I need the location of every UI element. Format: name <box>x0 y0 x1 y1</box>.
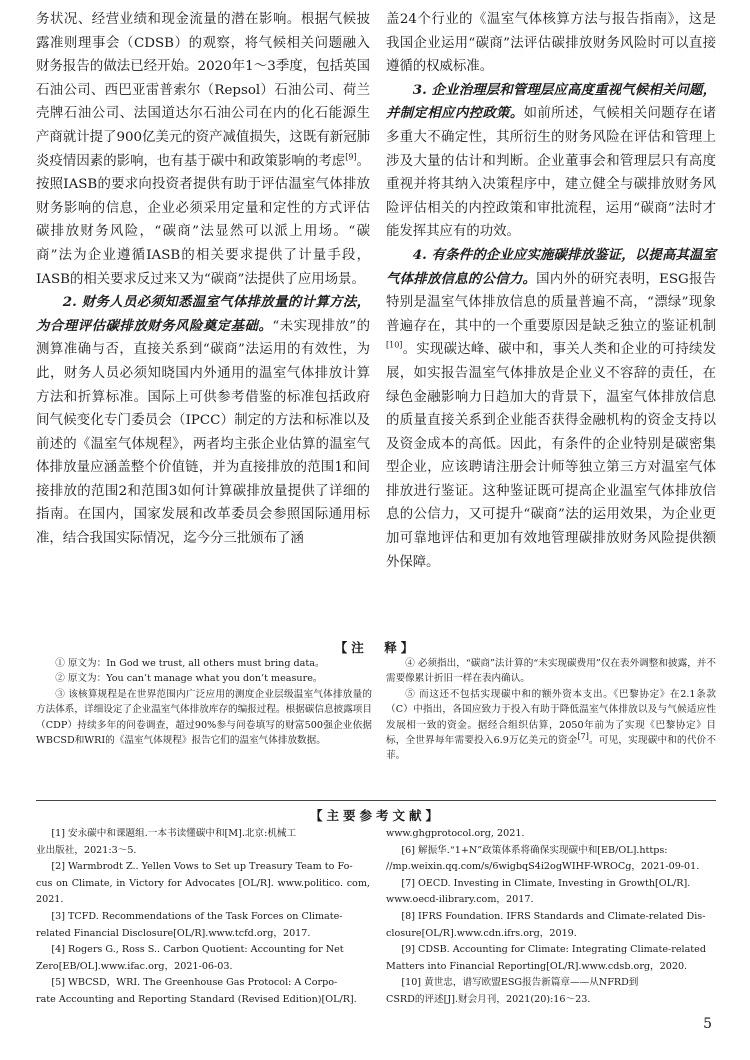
note-item: ① 原文为：In God we trust, all others must bring data。 <box>55 658 325 669</box>
reference-item: [6] 解振华.“1+N”政策体系将确保实现碳中和[EB/OL].https: <box>401 844 668 856</box>
citation-mark[interactable]: [9] <box>345 152 357 162</box>
reference-item-continuation: Zero[EB/OL].www.ifac.org，2021-06-03. <box>36 960 233 972</box>
body-paragraph: 3. 企业治理层和管理层应高度重视气候相关问题，并制定相应内控政策。如前所述，气候相关问题存在诸多重大不确定性，其所衍生的财务风险在评估和管理上涉及大量的估计和判断。企业董事会和管理层只有高度重视并将其纳入决策程序中，建立健全与碳排放财务风险评估相关的内控政策和审批流程，运用“碳商”法时才能发挥其应有的功效。 <box>386 81 716 240</box>
references-title: 【主要参考文献】 <box>309 808 442 823</box>
notes-right-column <box>386 656 716 764</box>
notes-title: 【注 释】 <box>334 640 418 655</box>
reference-item: [10] 黄世忠，谱写欧盟ESG报告新篇章——从NFRD到 <box>401 977 639 989</box>
reference-item: [1] 安永碳中和课题组.一本书读懂碳中和[M].北京:机械工 <box>51 828 297 839</box>
note-item: ② 原文为：You can’t manage what you don’t measure。 <box>55 673 323 685</box>
section-heading: 2. 财务人员必须知悉温室气体排放量的计算方法，为合理评估碳排放财务风险奠定基础。 <box>36 294 370 334</box>
reference-item: [7] OECD. Investing in Climate, Investing in Growth[OL/R]. <box>401 877 691 889</box>
reference-item-continuation: www.ghgprotocol.org, 2021. <box>386 828 525 839</box>
reference-item-continuation: CSRD的评述[J].财会月刊，2021(20):16～23. <box>386 993 591 1005</box>
body-paragraph: 4. 有条件的企业应实施碳排放鉴证，以提高其温室气体排放信息的公信力。国内外的研究表明，ESG报告特别是温室气体排放信息的质量普遍不高，“漂绿”现象普遍存在，其中的一个重要原因是缺乏独立的鉴证机制[10]。实现碳达峰、碳中和，事关人类和企业的可持续发展，如实报告温室气体排放是企业义不容辞的责任，在绿色金融影响力日趋加大的背景下，温室气体排放信息的质量直接关系到企业能否获得金融机构的资金支持以及资金成本的高低。因此，有条件的企业特别是碳密集型企业，应该聘请注册会计师等独立第三方对温室气体排放进行鉴证。这种鉴证既可提高企业温室气体排放信息的公信力，又可提升“碳商”法的运用效果，为企业更加可靠地评估和更加有效地管理碳排放财务风险提供额外保障。 <box>386 246 716 570</box>
references-right-column <box>386 826 716 1009</box>
reference-item-continuation: 业出版社，2021:3～5. <box>36 844 137 856</box>
reference-item-continuation: related Financial Disclosure[OL/R].www.tcfd.org，2017. <box>36 927 311 939</box>
note-item: ④ 必须指出，“碳商”法计算的“未实现碳费用”仅在表外调整和披露，并不需要像累计折旧一样在表内确认。 <box>386 658 716 685</box>
reference-item-continuation: cus on Climate, in Victory for Advocates [OL/R]. www.politico. com, 2021. <box>36 877 370 906</box>
reference-item: [8] IFRS Foundation. IFRS Standards and Climate-related Dis- <box>401 910 706 922</box>
body-right-column <box>386 8 716 574</box>
reference-item: [3] TCFD. Recommendations of the Task Forces on Climate- <box>51 910 343 922</box>
note-item: ③ 该核算规程是在世界范围内广泛应用的测度企业层级温室气体排放量的方法体系，详细设定了企业温室气体排放库存的编报过程。根据碳信息披露项目（CDP）持续多年的问卷调查，超过90%参与问卷填写的财富500强企业依据WBCSD和WRI的《温室气体规程》报告它们的温室气体排放数据。 <box>36 688 372 747</box>
body-left-column <box>36 8 370 551</box>
section-heading: 3. 企业治理层和管理层应高度重视气候相关问题，并制定相应内控政策。 <box>386 81 716 122</box>
reference-item-continuation: www.oecd-ilibrary.com，2017. <box>386 894 534 906</box>
citation-mark[interactable]: [10] <box>386 340 403 350</box>
references-left-column <box>36 826 370 1009</box>
citation-mark[interactable]: [7] <box>577 731 589 741</box>
reference-item: [5] WBCSD，WRI. The Greenhouse Gas Protocol: A Corpo- <box>51 977 338 989</box>
body-paragraph: 盖24个行业的《温室气体核算方法与报告指南》，这是我国企业运用“碳商”法评估碳排放财务风险时可以直接遵循的权威标准。 <box>386 12 716 75</box>
reference-item-continuation: closure[OL/R].www.cdn.ifrs.org，2019. <box>386 927 577 939</box>
reference-item: [4] Rogers G., Ross S.. Carbon Quotient: Accounting for Net <box>51 944 344 956</box>
reference-item: [9] CDSB. Accounting for Climate: Integrating Climate-related <box>401 944 706 956</box>
reference-item: [2] Warmbrodt Z.. Yellen Vows to Set up Treasury Team to Fo- <box>51 861 353 873</box>
reference-item-continuation: Matters into Financial Reporting[OL/R].www.cdsb.org，2020. <box>386 960 688 972</box>
notes-left-column <box>36 656 372 748</box>
section-heading: 4. 有条件的企业应实施碳排放鉴证，以提高其温室气体排放信息的公信力。 <box>386 246 716 287</box>
page-number: 5 <box>703 1016 712 1032</box>
note-item: ⑤ 而这还不包括实现碳中和的额外资本支出。《巴黎协定》在2.1条款（C）中指出，各国应致力于投入有助于降低温室气体排放以及与气候适应性发展相一致的资金。据经合组织估算，2050年前为了实现《巴黎协定》目标，全世界每年需要投入6.9万亿美元的资金[7]。可见，实现碳中和的代价不菲。 <box>386 688 716 762</box>
reference-item-continuation: //mp.weixin.qq.com/s/6wigbqS4i2ogWIHF-WROCg，2021-09-01. <box>386 861 700 873</box>
section-divider <box>36 800 716 801</box>
body-paragraph: 务状况、经营业绩和现金流量的潜在影响。根据气候披露准则理事会（CDSB）的观察，将气候相关问题融入财务报告的做法已经开始。2020年1～3季度，包括英国石油公司、西巴亚雷普索尔（Repsol）石油公司、荷兰壳牌石油公司、法国道达尔石油公司在内的化石能源生产商就计提了900亿美元的资产减值损失，这既有新冠肺炎疫情因素的影响，也有基于碳中和政策影响的考虑[9]。按照IASB的要求向投资者提供有助于评估温室气体排放财务影响的信息，企业必须采用定量和定性的方式评估碳排放财务风险，“碳商”法显然可以派上用场。“碳商”法为企业遵循IASB的相关要求提供了计量手段，IASB的相关要求反过来又为“碳商”法提供了应用场景。 <box>36 12 371 287</box>
reference-item-continuation: rate Accounting and Reporting Standard (Revised Edition)[OL/R]. <box>36 993 357 1005</box>
body-paragraph: 2. 财务人员必须知悉温室气体排放量的计算方法，为合理评估碳排放财务风险奠定基础。“未实现排放”的测算准确与否，直接关系到“碳商”法运用的有效性，为此，财务人员必须知晓国内外通用的温室气体排放计算方法和折算标准。国际上可供参考借鉴的标准包括政府间气候变化专门委员会（IPCC）制定的方法和标准以及前述的《温室气体规程》，两者均主张企业估算的温室气体排放量应涵盖整个价值链，并为直接排放的范围1和间接排放的范围2和范围3如何计算碳排放量提供了详细的指南。在国内，国家发展和改革委员会参照国际通用标准，结合我国实际情况，迄今分三批颁布了涵 <box>36 294 371 547</box>
